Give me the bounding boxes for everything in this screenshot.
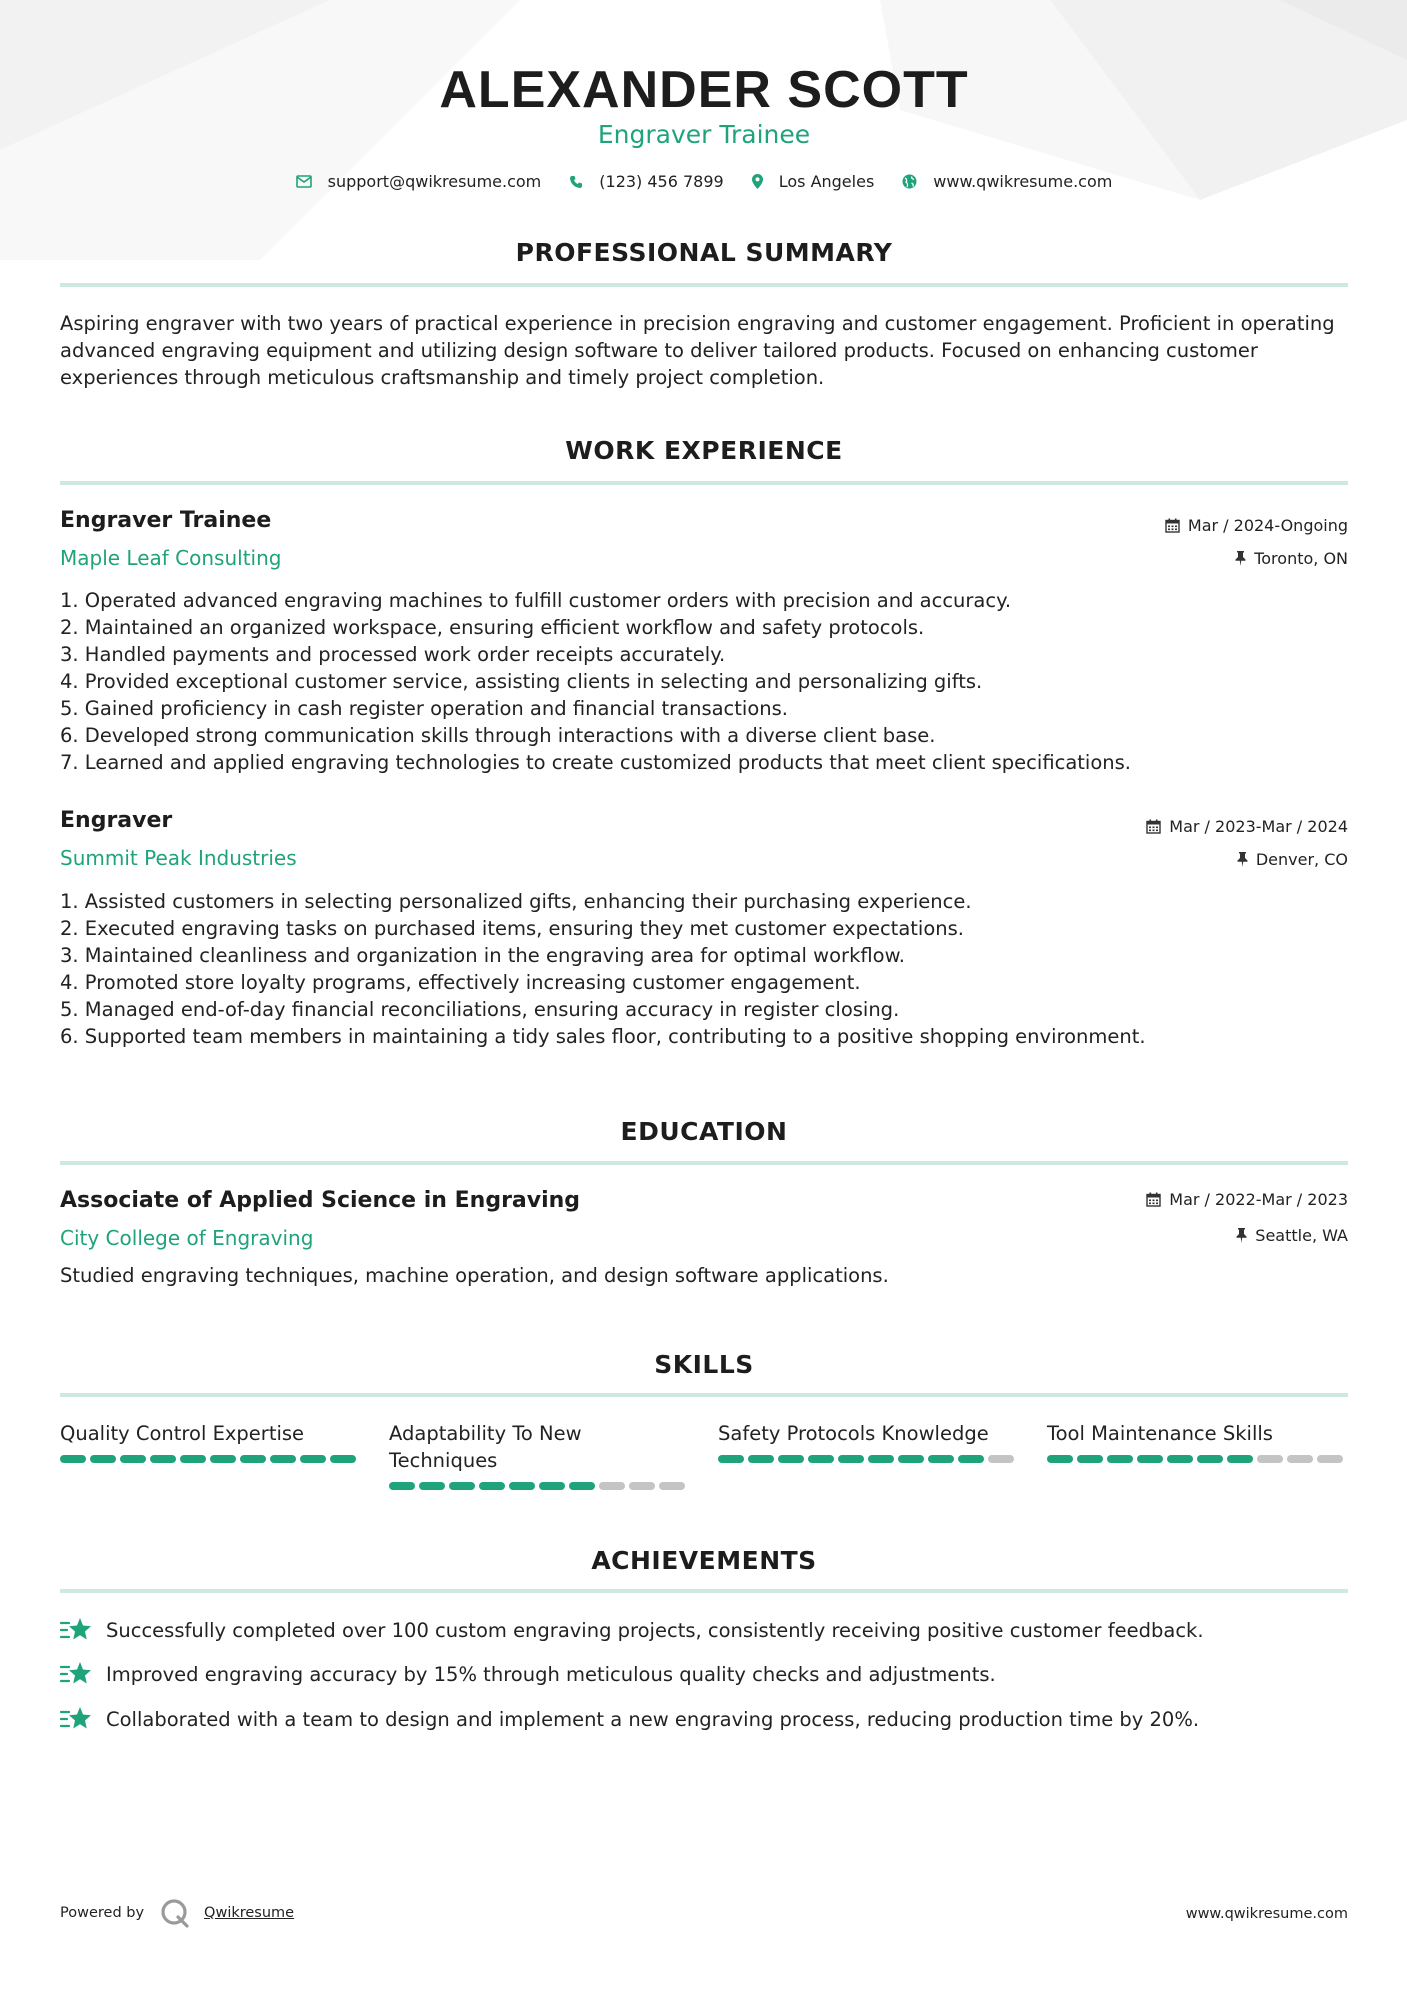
experience-divider: [60, 481, 1348, 485]
education-heading: EDUCATION: [620, 1117, 788, 1146]
star-award-icon: [60, 1706, 92, 1732]
skill-level-segment: [330, 1455, 356, 1463]
footer-website-link[interactable]: www.qwikresume.com: [1185, 1906, 1348, 1922]
skill-level-segment: [210, 1455, 236, 1463]
skill-level-segment: [1137, 1455, 1163, 1463]
skill-level-segment: [569, 1482, 595, 1490]
job-title: Engraver: [60, 808, 173, 833]
education-location-text: Seattle, WA: [1255, 1226, 1348, 1245]
education-school: City College of Engraving: [60, 1226, 314, 1250]
summary-heading: PROFESSIONAL SUMMARY: [515, 238, 893, 267]
education-dates-text: Mar / 2022-Mar / 2023: [1169, 1190, 1348, 1209]
education-description: Studied engraving techniques, machine operation, and design software applications.: [60, 1264, 889, 1287]
achievements-heading: ACHIEVEMENTS: [591, 1546, 817, 1575]
contact-website-text: www.qwikresume.com: [933, 172, 1113, 191]
skill-level-bar: [389, 1482, 689, 1490]
job-dates-text: Mar / 2024-Ongoing: [1187, 516, 1348, 535]
skills-heading: SKILLS: [654, 1350, 754, 1379]
skill-level-segment: [988, 1455, 1014, 1463]
job-bullet: 4. Provided exceptional customer service, assisting clients in selecting and personalizing gifts.: [60, 670, 983, 693]
job-bullet: 5. Managed end-of-day financial reconciliations, ensuring accuracy in register closing.: [60, 998, 900, 1021]
job-bullet: 1. Operated advanced engraving machines to fulfill customer orders with precision and accuracy.: [60, 589, 1012, 612]
contact-location-text: Los Angeles: [778, 172, 875, 191]
map-pin-icon: [752, 174, 763, 189]
globe-icon: [902, 174, 917, 189]
skill-level-segment: [898, 1455, 924, 1463]
skill-level-segment: [240, 1455, 266, 1463]
qwikresume-logo-icon: [160, 1898, 190, 1928]
job-bullet: 2. Maintained an organized workspace, ensuring efficient workflow and safety protocols.: [60, 616, 925, 639]
skill-level-segment: [629, 1482, 655, 1490]
contact-location: [752, 172, 875, 191]
job-bullet: 7. Learned and applied engraving technologies to create customized products that meet client specifications.: [60, 751, 1131, 774]
job-bullet: 5. Gained proficiency in cash register operation and financial transactions.: [60, 697, 788, 720]
job-bullet: 1. Assisted customers in selecting personalized gifts, enhancing their purchasing experience.: [60, 890, 972, 913]
job-bullet: 4. Promoted store loyalty programs, effectively increasing customer engagement.: [60, 971, 861, 994]
job-location: [1237, 850, 1348, 869]
star-award-icon: [60, 1617, 92, 1643]
education-divider: [60, 1161, 1348, 1165]
skill-level-segment: [509, 1482, 535, 1490]
skill-level-segment: [389, 1482, 415, 1490]
job-dates: [1146, 817, 1348, 836]
education-dates: [1146, 1190, 1348, 1209]
skill-name: Safety Protocols Knowledge: [718, 1422, 989, 1445]
achievement-item: [60, 1661, 1348, 1687]
job-location: [1235, 549, 1348, 568]
skill-level-segment: [60, 1455, 86, 1463]
skill-level-segment: [868, 1455, 894, 1463]
skill-level-segment: [1257, 1455, 1283, 1463]
calendar-icon: [1165, 518, 1180, 533]
achievement-text: Successfully completed over 100 custom engraving projects, consistently receiving positive customer feedback.: [106, 1618, 1204, 1642]
envelope-icon: [296, 175, 312, 188]
footer-powered-by: [60, 1898, 294, 1928]
skill-level-segment: [1227, 1455, 1253, 1463]
skill-level-segment: [748, 1455, 774, 1463]
calendar-icon: [1146, 819, 1161, 834]
skill-name: Tool Maintenance Skills: [1047, 1422, 1273, 1445]
skill-level-segment: [90, 1455, 116, 1463]
candidate-role: Engraver Trainee: [597, 120, 811, 149]
skill-level-segment: [718, 1455, 744, 1463]
candidate-name: ALEXANDER SCOTT: [439, 61, 969, 119]
skill-name: Quality Control Expertise: [60, 1422, 305, 1445]
summary-divider: [60, 283, 1348, 287]
skill-level-segment: [150, 1455, 176, 1463]
skill-item: [60, 1420, 360, 1490]
contact-email[interactable]: [296, 172, 542, 191]
achievement-text: Improved engraving accuracy by 15% through meticulous quality checks and adjustments.: [106, 1662, 996, 1686]
skill-level-segment: [1107, 1455, 1133, 1463]
skill-level-segment: [539, 1482, 565, 1490]
job-bullet: 3. Handled payments and processed work order receipts accurately.: [60, 643, 726, 666]
achievement-text: Collaborated with a team to design and implement a new engraving process, reducing production time by 20%.: [106, 1707, 1200, 1731]
skill-level-segment: [659, 1482, 685, 1490]
skill-level-segment: [928, 1455, 954, 1463]
skill-level-segment: [1167, 1455, 1193, 1463]
contact-email-text: support@qwikresume.com: [327, 172, 542, 191]
skill-level-segment: [270, 1455, 296, 1463]
skill-level-segment: [300, 1455, 326, 1463]
job-location-text: Denver, CO: [1255, 850, 1348, 869]
powered-by-label: Powered by: [60, 1905, 145, 1921]
skills-list: [60, 1420, 1348, 1490]
contact-website[interactable]: [902, 172, 1112, 191]
skill-level-segment: [1317, 1455, 1343, 1463]
job-bullet: 6. Supported team members in maintaining a tidy sales floor, contributing to a positive shopping environment.: [60, 1025, 1146, 1048]
skill-level-segment: [449, 1482, 475, 1490]
skill-level-segment: [1197, 1455, 1223, 1463]
skill-level-segment: [120, 1455, 146, 1463]
skill-level-segment: [1047, 1455, 1073, 1463]
achievement-item: [60, 1706, 1348, 1732]
summary-text: Aspiring engraver with two years of practical experience in precision engraving and customer engagement. Proficient in operating advanced engraving equipment and utilizing design software to deliver tailored products. Focused on enhancing customer experiences through meticulous craftsmanship and timely project completion.: [60, 312, 1335, 389]
skill-level-bar: [1047, 1455, 1347, 1463]
qwikresume-link[interactable]: Qwikresume: [204, 1905, 295, 1921]
contact-phone[interactable]: [569, 172, 723, 191]
skill-name: Adaptability To New Techniques: [389, 1422, 582, 1472]
skill-item: [718, 1420, 1018, 1490]
experience-heading: WORK EXPERIENCE: [565, 436, 843, 465]
education-location: [1236, 1226, 1348, 1245]
job-bullets: [60, 587, 1348, 776]
job-bullet: 3. Maintained cleanliness and organization in the engraving area for optimal workflow.: [60, 944, 905, 967]
job-dates: [1165, 516, 1348, 535]
phone-icon: [569, 175, 583, 189]
job-bullets: [60, 888, 1348, 1050]
pushpin-icon: [1237, 852, 1248, 867]
job-company: Maple Leaf Consulting: [60, 546, 282, 570]
job-title: Engraver Trainee: [60, 508, 272, 533]
skill-item: [389, 1420, 689, 1490]
skill-level-bar: [718, 1455, 1018, 1463]
skill-level-segment: [479, 1482, 505, 1490]
education-degree: Associate of Applied Science in Engraving: [60, 1188, 581, 1213]
calendar-icon: [1146, 1192, 1161, 1207]
skill-item: [1047, 1420, 1347, 1490]
job-company: Summit Peak Industries: [60, 846, 297, 870]
skill-level-segment: [419, 1482, 445, 1490]
pushpin-icon: [1235, 551, 1246, 566]
achievement-item: [60, 1617, 1348, 1643]
skill-level-segment: [180, 1455, 206, 1463]
achievements-divider: [60, 1589, 1348, 1593]
pushpin-icon: [1236, 1228, 1247, 1243]
job-location-text: Toronto, ON: [1254, 549, 1348, 568]
star-award-icon: [60, 1661, 92, 1687]
skill-level-segment: [838, 1455, 864, 1463]
job-dates-text: Mar / 2023-Mar / 2024: [1169, 817, 1348, 836]
contact-bar: [60, 172, 1348, 191]
skill-level-segment: [599, 1482, 625, 1490]
skill-level-bar: [60, 1455, 360, 1463]
skill-level-segment: [1077, 1455, 1103, 1463]
skills-divider: [60, 1393, 1348, 1397]
skill-level-segment: [1287, 1455, 1313, 1463]
job-bullet: 6. Developed strong communication skills through interactions with a diverse client base.: [60, 724, 936, 747]
skill-level-segment: [958, 1455, 984, 1463]
skill-level-segment: [808, 1455, 834, 1463]
contact-phone-text: (123) 456 7899: [599, 172, 724, 191]
skill-level-segment: [778, 1455, 804, 1463]
job-bullet: 2. Executed engraving tasks on purchased items, ensuring they met customer expectations.: [60, 917, 964, 940]
